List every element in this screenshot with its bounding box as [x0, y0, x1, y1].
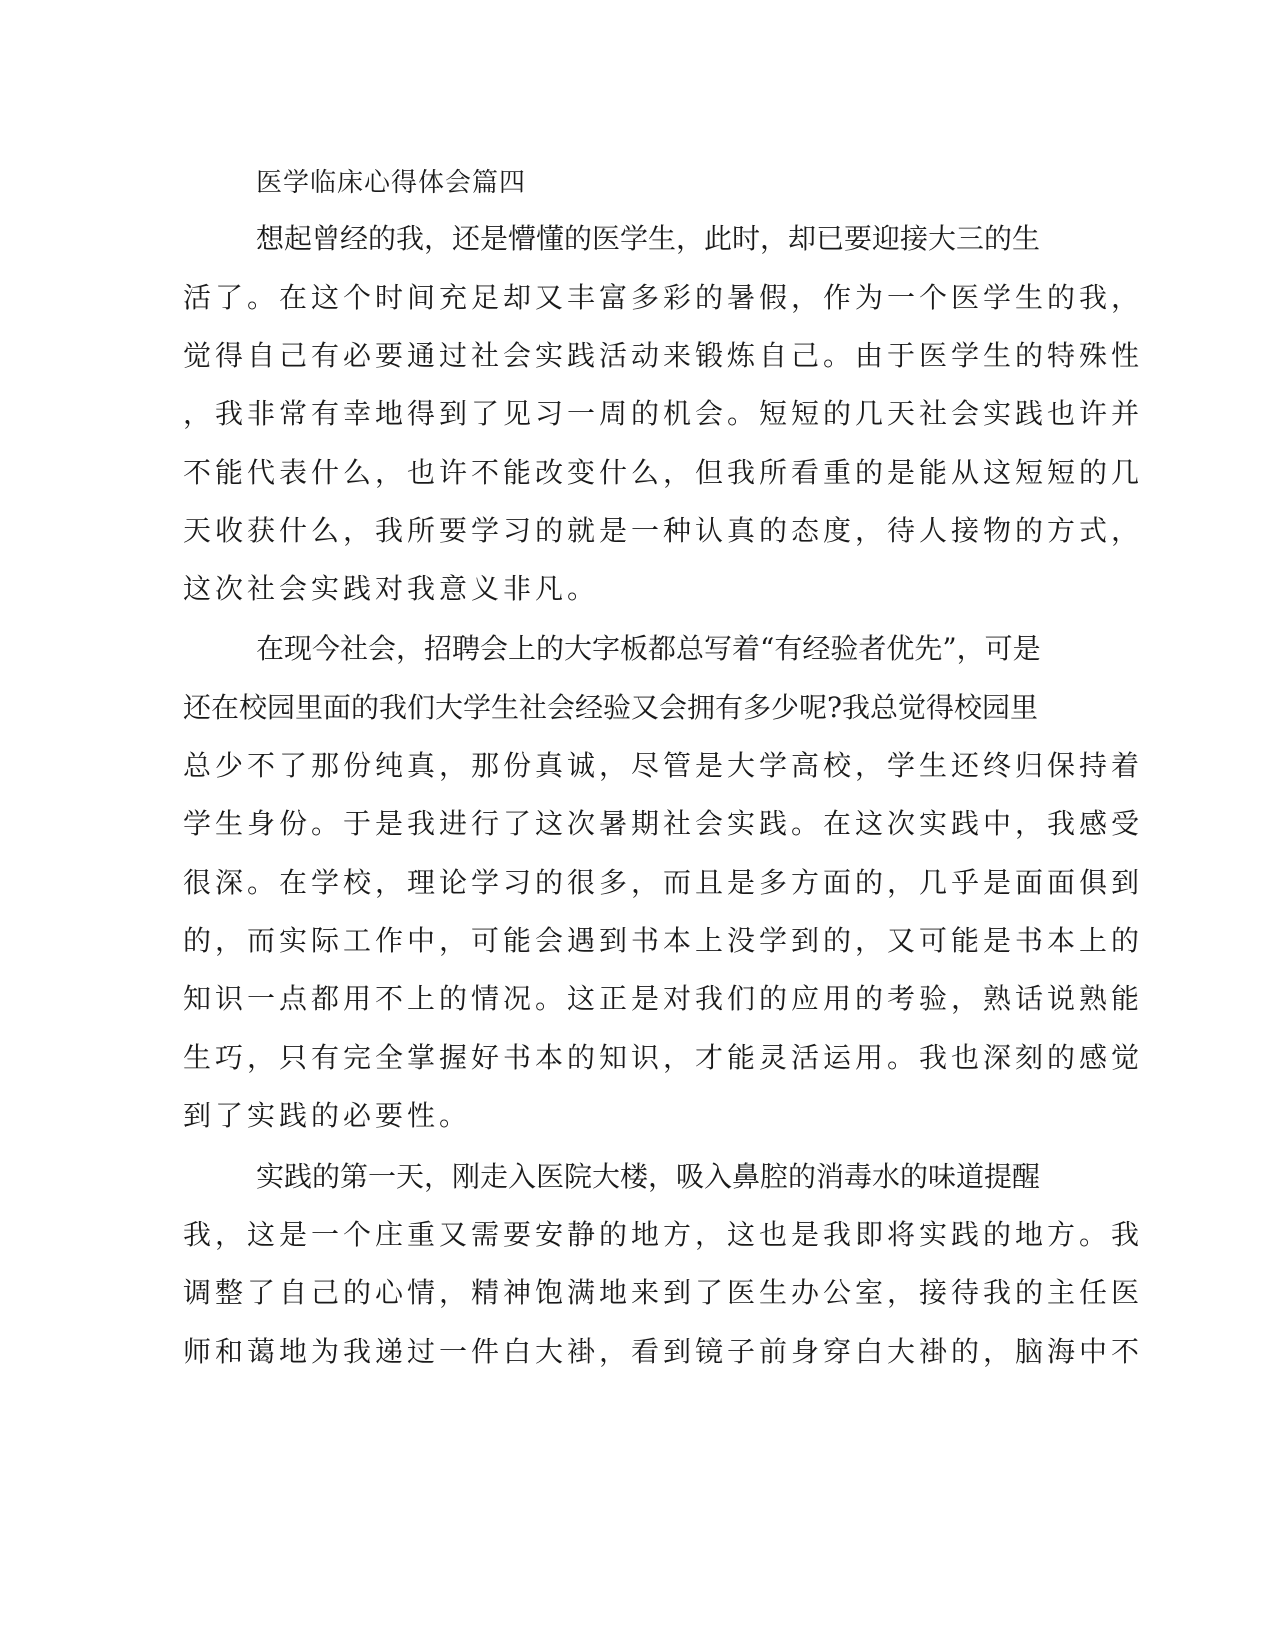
text-line: 天收获什么，我所要学习的就是一种认真的态度，待人接物的方式， — [183, 514, 1144, 547]
text-line: 想起曾经的我，还是懵懂的医学生，此时，却已要迎接大三的生 — [256, 222, 1041, 255]
text-line: 活了。在这个时间充足却又丰富多彩的暑假，作为一个医学生的我， — [183, 281, 1144, 314]
text-line: 我，这是一个庄重又需要安静的地方，这也是我即将实践的地方。我 — [183, 1218, 1144, 1251]
text-line: 实践的第一天，刚走入医院大楼，吸入鼻腔的消毒水的味道提醒 — [256, 1160, 1041, 1193]
text-line: 知识一点都用不上的情况。这正是对我们的应用的考验，熟话说熟能 — [183, 982, 1144, 1015]
text-line: 总少不了那份纯真，那份真诚，尽管是大学高校，学生还终归保持着 — [183, 749, 1144, 782]
text-line: 觉得自己有必要通过社会实践活动来锻炼自己。由于医学生的特殊性 — [183, 339, 1144, 372]
text-line: 很深。在学校，理论学习的很多，而且是多方面的，几乎是面面俱到 — [183, 866, 1144, 899]
text-line: 到了实践的必要性。 — [183, 1099, 472, 1132]
text-line: 师和蔼地为我递过一件白大褂，看到镜子前身穿白大褂的，脑海中不 — [183, 1335, 1144, 1368]
text-line: 还在校园里面的我们大学生社会经验又会拥有多少呢?我总觉得校园里 — [183, 691, 1039, 724]
text-line: 学生身份。于是我进行了这次暑期社会实践。在这次实践中，我感受 — [183, 807, 1144, 840]
text-line: 这次社会实践对我意义非凡。 — [183, 572, 600, 605]
text-line: ，我非常有幸地得到了见习一周的机会。短短的几天社会实践也许并 — [183, 397, 1144, 430]
text-line: 调整了自己的心情，精神饱满地来到了医生办公室，接待我的主任医 — [183, 1276, 1144, 1309]
document-heading: 医学临床心得体会篇四 — [256, 168, 527, 198]
text-line: 不能代表什么，也许不能改变什么，但我所看重的是能从这短短的几 — [183, 456, 1144, 489]
text-line: 的，而实际工作中，可能会遇到书本上没学到的，又可能是书本上的 — [183, 924, 1144, 957]
text-line: 在现今社会，招聘会上的大字板都总写着“有经验者优先”，可是 — [256, 632, 1041, 665]
text-line: 生巧，只有完全掌握好书本的知识，才能灵活运用。我也深刻的感觉 — [183, 1041, 1144, 1074]
